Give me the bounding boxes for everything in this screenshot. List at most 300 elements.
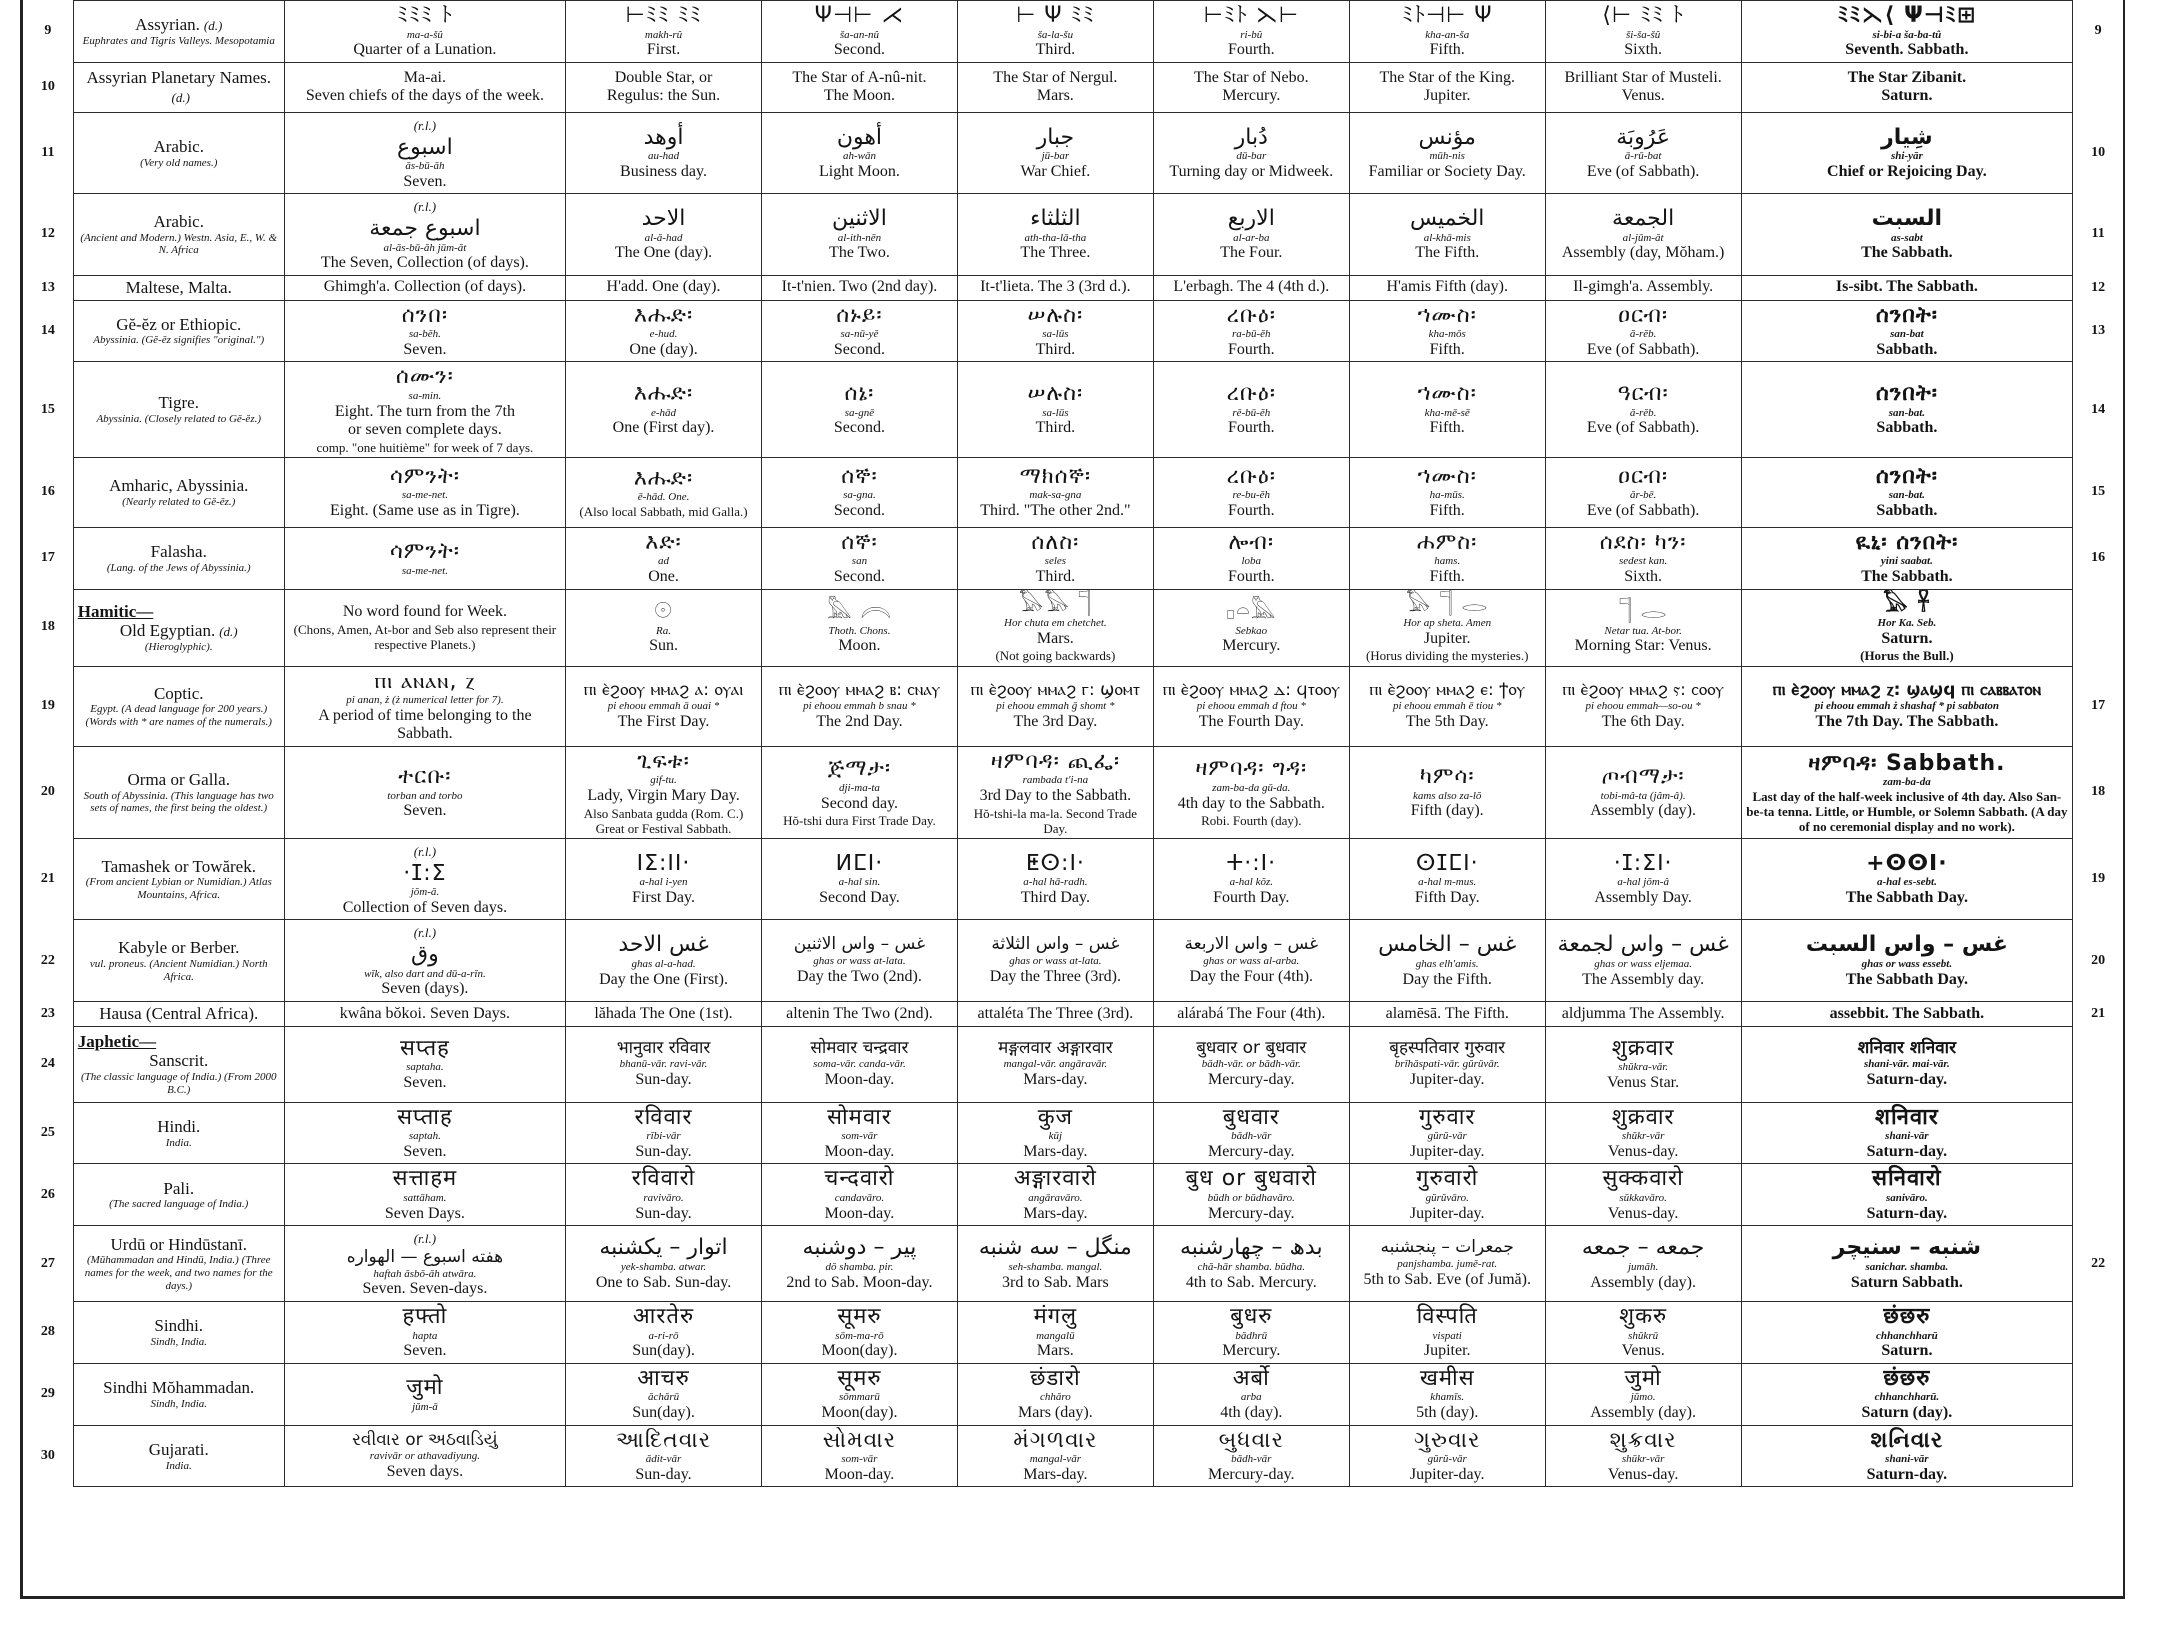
native-script: शनिवार शनिवार bbox=[1857, 1037, 1957, 1058]
meaning: Jupiter-day. bbox=[1409, 1204, 1485, 1222]
meaning: Venus. bbox=[1621, 1342, 1665, 1360]
language-note: Sindh, India. bbox=[150, 1397, 207, 1410]
right-number bbox=[2073, 1363, 2123, 1425]
transliteration: sa-gnē bbox=[844, 406, 875, 419]
day-cell-3 bbox=[957, 527, 1153, 589]
table-row bbox=[23, 1026, 2123, 1102]
native-script: बुधरु bbox=[1230, 1304, 1273, 1330]
native-script: ኀሙስ፡ bbox=[1417, 302, 1477, 328]
meaning: Venus-day. bbox=[1607, 1142, 1679, 1160]
language-name: Urdū or Hindūstanī. bbox=[110, 1234, 247, 1254]
sabbath-cell bbox=[1741, 1001, 2073, 1026]
meaning: The First Day. bbox=[617, 713, 710, 731]
native-script: 𓊪𓏏𓅓 bbox=[1226, 599, 1277, 625]
transliteration: as-sabt bbox=[1890, 231, 1923, 244]
native-script: غس – واس لجمعة bbox=[1557, 932, 1729, 958]
meaning: Third. bbox=[1035, 41, 1076, 59]
day-cell-6 bbox=[1545, 300, 1741, 362]
native-script: आचरु bbox=[637, 1365, 690, 1391]
transliteration: re-bu-ĕh bbox=[1232, 489, 1271, 502]
native-script: बुध or बुधवारो bbox=[1185, 1166, 1317, 1192]
day-cell-1 bbox=[566, 457, 762, 527]
native-script: ⵏⵉ:ⵏⵏ· bbox=[636, 850, 691, 876]
transliteration: ghas al-a-had. bbox=[631, 957, 696, 970]
native-script: ሰሙን፡ bbox=[395, 364, 454, 390]
meaning: The Seven, Collection (of days). bbox=[320, 254, 529, 272]
sabbath-cell bbox=[1741, 1, 2073, 63]
language-name: Maltese, Malta. bbox=[125, 277, 232, 297]
week-cell bbox=[284, 1302, 565, 1364]
native-script: जुमो bbox=[1624, 1365, 1662, 1391]
week-cell bbox=[284, 362, 565, 457]
week-cell bbox=[284, 62, 565, 112]
right-number: 11 bbox=[2073, 194, 2123, 276]
day-cell-3 bbox=[957, 300, 1153, 362]
meaning: Fourth. bbox=[1227, 419, 1275, 437]
row-number: 9 bbox=[44, 23, 52, 39]
transliteration: bădhrū bbox=[1235, 1329, 1268, 1342]
day-cell-4 bbox=[1153, 746, 1349, 838]
transliteration: a-hal m-mus. bbox=[1418, 876, 1477, 889]
transliteration: Thoth. Chons. bbox=[828, 624, 891, 637]
row-number: 30 bbox=[40, 1447, 55, 1463]
meaning-line-2: The Moon. bbox=[823, 87, 895, 105]
transliteration: bădh-vār bbox=[1231, 1453, 1272, 1466]
meaning: Sun-day. bbox=[635, 1204, 692, 1222]
meaning: The Assembly day. bbox=[1582, 970, 1705, 988]
meaning: Third Day. bbox=[1020, 889, 1090, 906]
meaning: The 7th Day. The Sabbath. bbox=[1815, 713, 1999, 731]
native-script: الاحد bbox=[641, 206, 686, 232]
language-name: Hindi. bbox=[157, 1116, 201, 1136]
week-cell bbox=[284, 1164, 565, 1226]
native-script: ሠሉስ፡ bbox=[1027, 302, 1084, 328]
transliteration: gŭrŭ-vār bbox=[1427, 1453, 1467, 1466]
meaning: Second. bbox=[833, 502, 885, 520]
meaning: Seven. bbox=[403, 1074, 447, 1092]
transliteration: yek-shamba. atwar. bbox=[620, 1260, 707, 1273]
table-row bbox=[23, 1363, 2123, 1425]
right-number bbox=[2073, 1026, 2123, 1102]
right-number bbox=[2073, 1425, 2123, 1487]
day-cell-4 bbox=[1153, 194, 1349, 276]
day-cell-1 bbox=[566, 666, 762, 746]
transliteration: Ra. bbox=[656, 624, 672, 637]
language-name: Assyrian Planetary Names. bbox=[86, 67, 272, 87]
transliteration: ă-rĕb. bbox=[1629, 406, 1657, 419]
native-script: ⲡⲓ ⲉ̀ϩⲟⲟⲩ ⲙⲙⲁϩ ⲃ: ⲥⲛⲁⲩ bbox=[778, 679, 941, 700]
day-cell-5 bbox=[1349, 1425, 1545, 1487]
meaning: The Four. bbox=[1220, 244, 1283, 262]
row-number: 23 bbox=[40, 1005, 55, 1021]
native-script: عَرُوبَة bbox=[1616, 124, 1671, 150]
language-name: Kabyle or Berber. bbox=[118, 938, 240, 958]
transliteration: al-ă-had bbox=[644, 231, 683, 244]
native-script: गुरुवारो bbox=[1416, 1166, 1479, 1192]
day-cell-1 bbox=[566, 1226, 762, 1302]
native-script: ኀሙስ፡ bbox=[1417, 381, 1477, 407]
transliteration: sanivāro. bbox=[1885, 1191, 1928, 1204]
right-number: 10 bbox=[2073, 112, 2123, 194]
transliteration: san bbox=[851, 555, 868, 568]
meaning: Mars-day. bbox=[1023, 1465, 1088, 1483]
day-cell-6 bbox=[1545, 62, 1741, 112]
native-script: ሰንበ፡ bbox=[401, 302, 449, 328]
native-script: ዛምባዳ፡ ጪፌ፡ bbox=[990, 748, 1121, 774]
meaning: Eve (of Sabbath). bbox=[1586, 419, 1700, 437]
native-script: ረቡዕ፡ bbox=[1226, 381, 1276, 407]
native-script: ዐርብ፡ bbox=[1618, 302, 1669, 328]
meaning: assebbit. The Sabbath. bbox=[1829, 1004, 1985, 1022]
day-cell-2 bbox=[761, 1164, 957, 1226]
native-script: ⲡⲓ ⲉ̀ϩⲟⲟⲩ ⲙⲙⲁϩ ⲅ: ϣⲟⲙⲧ bbox=[970, 679, 1141, 700]
language-note: (Ancient and Modern.) Westn. Asia, E., W. & N. Africa bbox=[80, 231, 278, 257]
language-name: Sindhi Mŏhammadan. bbox=[103, 1378, 255, 1397]
language-name: Falasha. bbox=[150, 542, 207, 562]
day-cell-4 bbox=[1153, 1102, 1349, 1164]
language-note: (The sacred language of India.) bbox=[109, 1198, 249, 1211]
day-cell-6 bbox=[1545, 920, 1741, 1002]
language-cell bbox=[73, 1226, 284, 1302]
transliteration: shani-vār bbox=[1885, 1130, 1929, 1143]
language-cell bbox=[73, 1026, 284, 1102]
transliteration: torban and torbo bbox=[387, 789, 463, 802]
dead-tag: (d.) bbox=[219, 624, 238, 640]
native-script: छंछरु bbox=[1883, 1365, 1931, 1391]
native-script: સોમવાર bbox=[822, 1427, 897, 1453]
sabbath-cell bbox=[1741, 362, 2073, 457]
language-name: Orma or Galla. bbox=[127, 769, 230, 789]
meaning: Mars-day. bbox=[1023, 1142, 1088, 1160]
day-cell-6 bbox=[1545, 1363, 1741, 1425]
right-number bbox=[2073, 62, 2123, 112]
day-cell-1 bbox=[566, 1363, 762, 1425]
transliteration: pi ehoou emmah ż shashaf * pi sabbaton bbox=[1814, 700, 2000, 713]
transliteration: ăr-bē. bbox=[1629, 489, 1657, 502]
meaning: 4th (day). bbox=[1220, 1404, 1283, 1422]
transliteration: soma-vār. canda-vār. bbox=[813, 1058, 906, 1071]
native-script: پير – دوشنبه bbox=[802, 1235, 917, 1261]
transliteration: chă-hār shamba. bŭdha. bbox=[1197, 1260, 1306, 1273]
day-cell-1 bbox=[566, 1102, 762, 1164]
day-cell-1 bbox=[566, 527, 762, 589]
day-cell-6 bbox=[1545, 1164, 1741, 1226]
native-script: ሰኔ፡ bbox=[844, 381, 875, 407]
native-script: रविवारो bbox=[631, 1166, 696, 1192]
day-cell-1 bbox=[566, 838, 762, 920]
transliteration: Netar tua. At-bor. bbox=[1604, 624, 1682, 637]
meaning: Fifth. bbox=[1429, 340, 1465, 358]
transliteration: chhanchharū bbox=[1876, 1329, 1938, 1342]
language-note: Euphrates and Tigris Valleys. Mesopotamia bbox=[82, 34, 275, 47]
sabbath-cell bbox=[1741, 1302, 2073, 1364]
meaning: The Three. bbox=[1020, 244, 1091, 262]
native-script: सोमवार bbox=[827, 1104, 892, 1130]
small-note: (Not going backwards) bbox=[995, 648, 1116, 664]
day-cell-5 bbox=[1349, 1, 1545, 63]
transliteration: jŭmo. bbox=[1630, 1391, 1656, 1404]
transliteration: hapta bbox=[412, 1329, 438, 1342]
day-cell-3 bbox=[957, 1363, 1153, 1425]
meaning: aldjumma The Assembly. bbox=[1561, 1004, 1725, 1022]
meaning: The One (day). bbox=[614, 244, 713, 262]
meaning: Eve (of Sabbath). bbox=[1586, 162, 1700, 180]
native-script: اسبوع جمعة bbox=[369, 216, 481, 242]
native-script: ጊፍቱ፡ bbox=[637, 748, 690, 774]
language-name: Gujarati. bbox=[148, 1439, 209, 1459]
meaning: Sun. bbox=[649, 637, 678, 655]
day-cell-4 bbox=[1153, 362, 1349, 457]
meaning: Eve (of Sabbath). bbox=[1586, 502, 1700, 520]
day-cell-2 bbox=[761, 300, 957, 362]
transliteration: sanichar. shamba. bbox=[1865, 1260, 1949, 1273]
day-cell-3 bbox=[957, 1, 1153, 63]
meaning: Day the Three (3rd). bbox=[989, 967, 1121, 985]
transliteration: makh-rû bbox=[644, 28, 683, 41]
row-number: 19 bbox=[40, 698, 55, 714]
meaning: Mercury. bbox=[1222, 637, 1281, 655]
meaning: Seven. bbox=[403, 172, 447, 190]
day-cell-6 bbox=[1545, 194, 1741, 276]
transliteration: mūh-nis bbox=[1429, 150, 1465, 163]
day-cell-2 bbox=[761, 1001, 957, 1026]
sabbath-cell bbox=[1741, 1226, 2073, 1302]
transliteration: som-vār bbox=[841, 1130, 878, 1143]
language-cell bbox=[73, 838, 284, 920]
day-cell-3 bbox=[957, 589, 1153, 666]
sabbath-cell bbox=[1741, 666, 2073, 746]
transliteration: al-ith-nēn bbox=[837, 231, 882, 244]
native-script: الثلثاء bbox=[1030, 206, 1081, 232]
meaning: Seven Days. bbox=[384, 1204, 465, 1222]
transliteration: haftah ăsbŏ-ăh atwāra. bbox=[373, 1267, 477, 1280]
language-note: Abyssinia. (Closely related to Gĕ-ĕz.) bbox=[96, 413, 262, 426]
native-script: السبت bbox=[1871, 206, 1943, 232]
transliteration: shi-yār bbox=[1890, 150, 1923, 163]
transliteration: sōm-ma-rō bbox=[835, 1329, 884, 1342]
day-cell-3 bbox=[957, 194, 1153, 276]
native-script: ዐርብ፡ bbox=[1618, 463, 1669, 489]
day-cell-5 bbox=[1349, 275, 1545, 300]
native-script: غس – واس السبت bbox=[1805, 932, 2008, 958]
native-script: ·ⵊ:ⵉⵏ· bbox=[1613, 850, 1673, 876]
language-name: Sindhi. bbox=[154, 1316, 204, 1336]
day-cell-1 bbox=[566, 746, 762, 838]
sabbath-cell bbox=[1741, 746, 2073, 838]
native-script: मंगलु bbox=[1033, 1304, 1078, 1330]
native-script: ረቡዕ፡ bbox=[1226, 302, 1276, 328]
day-cell-3 bbox=[957, 362, 1153, 457]
meaning: Chief or Rejoicing Day. bbox=[1827, 162, 1987, 180]
day-cell-2 bbox=[761, 838, 957, 920]
meaning: Seven days. bbox=[386, 1463, 464, 1480]
day-cell-4 bbox=[1153, 589, 1349, 666]
table-row bbox=[23, 1102, 2123, 1164]
meaning: One to Sab. Sun-day. bbox=[595, 1273, 732, 1291]
day-cell-3 bbox=[957, 1226, 1153, 1302]
row-number: 28 bbox=[40, 1324, 55, 1340]
week-cell bbox=[284, 838, 565, 920]
native-script: મંગળવાર bbox=[1013, 1427, 1098, 1453]
native-script: أهون bbox=[836, 124, 883, 150]
native-script: ·ⵊ:ⵉ bbox=[403, 860, 447, 886]
meaning: Day the Fifth. bbox=[1402, 970, 1492, 988]
day-cell-3 bbox=[957, 666, 1153, 746]
transliteration: sŭkkavāro. bbox=[1619, 1191, 1667, 1204]
meaning: Saturn-day. bbox=[1866, 1204, 1948, 1222]
meaning: Fifth. bbox=[1429, 419, 1465, 437]
day-cell-1 bbox=[566, 1302, 762, 1364]
day-cell-5 bbox=[1349, 838, 1545, 920]
transliteration: kha-an-ša bbox=[1425, 28, 1470, 41]
native-script: بدھ – چهارشنبه bbox=[1179, 1235, 1323, 1261]
meaning: Mercury. bbox=[1222, 1342, 1281, 1360]
day-cell-3 bbox=[957, 62, 1153, 112]
meaning: Saturn. bbox=[1881, 629, 1933, 647]
native-script: الخميس bbox=[1410, 206, 1485, 232]
meaning: H'amis Fifth (day). bbox=[1386, 278, 1508, 296]
row-number: 21 bbox=[40, 871, 55, 887]
day-cell-4 bbox=[1153, 666, 1349, 746]
day-cell-1 bbox=[566, 112, 762, 194]
native-script: चन्दवारो bbox=[824, 1166, 895, 1192]
meaning: Light Moon. bbox=[819, 162, 900, 180]
week-cell bbox=[284, 920, 565, 1002]
sabbath-cell bbox=[1741, 1102, 2073, 1164]
meaning: Jupiter. bbox=[1423, 1342, 1471, 1360]
native-script: ዛምባዳ፡ Sabbath. bbox=[1808, 750, 2006, 776]
week-cell bbox=[284, 300, 565, 362]
day-cell-2 bbox=[761, 1226, 957, 1302]
native-script: शुक्रवार bbox=[1611, 1104, 1675, 1130]
meaning: First. bbox=[646, 41, 681, 59]
transliteration: ghas or wass eljemaa. bbox=[1594, 957, 1693, 970]
right-number: 13 bbox=[2073, 300, 2123, 362]
right-number: 14 bbox=[2073, 362, 2123, 457]
transliteration: shŭkra-vār. bbox=[1618, 1061, 1669, 1074]
native-script: शनिवार bbox=[1874, 1104, 1939, 1130]
meaning: alamēsā. The Fifth. bbox=[1385, 1004, 1509, 1022]
native-script: मङ्गलवार अङ्गारवार bbox=[998, 1037, 1113, 1058]
native-script: 𓇳 bbox=[654, 599, 673, 625]
native-script: الجمعة bbox=[1612, 206, 1675, 232]
meaning: alárabá The Four (4th). bbox=[1177, 1004, 1326, 1022]
native-script: اتوار – يكشنبه bbox=[599, 1235, 728, 1261]
meaning: Sun-day. bbox=[635, 1142, 692, 1160]
day-cell-3 bbox=[957, 746, 1153, 838]
day-cell-4 bbox=[1153, 1001, 1349, 1026]
transliteration: ri-bû bbox=[1240, 28, 1263, 41]
meaning: Sixth. bbox=[1624, 568, 1663, 586]
day-cell-6 bbox=[1545, 746, 1741, 838]
meaning: Familiar or Society Day. bbox=[1368, 162, 1526, 180]
direction-note: (r.l.) bbox=[413, 843, 437, 859]
day-cell-6 bbox=[1545, 527, 1741, 589]
day-cell-1 bbox=[566, 1425, 762, 1487]
sabbath-cell bbox=[1741, 194, 2073, 276]
sabbath-cell bbox=[1741, 1164, 2073, 1226]
native-script: भानुवार रविवार bbox=[616, 1037, 711, 1058]
day-cell-2 bbox=[761, 1425, 957, 1487]
transliteration: a-hal sin. bbox=[838, 876, 881, 889]
meaning: Second. bbox=[833, 568, 885, 586]
day-cell-2 bbox=[761, 112, 957, 194]
meaning: The Sabbath. bbox=[1861, 568, 1953, 586]
day-cell-2 bbox=[761, 527, 957, 589]
language-name: Arabic. bbox=[153, 136, 204, 156]
native-script: रविवार bbox=[634, 1104, 693, 1130]
transliteration: mangal-vār. angāravār. bbox=[1003, 1058, 1108, 1071]
meaning: The 2nd Day. bbox=[816, 713, 903, 731]
day-cell-4 bbox=[1153, 527, 1349, 589]
meaning: The Fourth Day. bbox=[1198, 713, 1304, 731]
meaning: Second. bbox=[833, 340, 885, 358]
transliteration: mangal-vār bbox=[1029, 1453, 1082, 1466]
day-cell-4 bbox=[1153, 275, 1349, 300]
native-script: 𓅃 𓊹 𓂋 bbox=[1406, 591, 1489, 617]
meaning: Mars-day. bbox=[1023, 1071, 1088, 1089]
language-note: India. bbox=[165, 1136, 192, 1149]
transliteration: brĭhăspati-vār. gŭrŭvār. bbox=[1394, 1058, 1500, 1071]
meaning: Seven. bbox=[403, 340, 447, 358]
transliteration: dji-ma-ta bbox=[838, 781, 880, 794]
language-cell bbox=[73, 920, 284, 1002]
small-note: Robi. Fourth (day). bbox=[1201, 813, 1302, 829]
row-number: 11 bbox=[41, 144, 55, 160]
meaning: 5th (day). bbox=[1416, 1404, 1479, 1422]
native-script: ⊢ﾐﾐ ﾐﾐ bbox=[625, 3, 702, 28]
meaning: Brilliant Star of Musteli. bbox=[1564, 68, 1722, 86]
meaning: Assembly (day, Mŏham.) bbox=[1561, 244, 1725, 262]
meaning: Seven. bbox=[403, 802, 447, 820]
transliteration: rambada t'i-na bbox=[1022, 774, 1089, 787]
transliteration: mangalū bbox=[1036, 1329, 1075, 1342]
transliteration: e-hād bbox=[651, 406, 677, 419]
meaning: Moon-day. bbox=[824, 1204, 895, 1222]
native-script: جمعه – جمعه bbox=[1581, 1235, 1705, 1261]
native-script: ዪኒ፡ ሰንበት፡ bbox=[1855, 529, 1959, 555]
native-script: الاربع bbox=[1227, 206, 1275, 232]
day-cell-5 bbox=[1349, 1226, 1545, 1302]
native-script: እሑድ፡ bbox=[633, 302, 694, 328]
native-script: ⲡⲓ ⲉ̀ϩⲟⲟⲩ ⲙⲙⲁϩ ⲋ: ⲥⲟⲟⲩ bbox=[1562, 679, 1724, 700]
section-heading: Hamitic— bbox=[77, 601, 154, 621]
meaning: First Day. bbox=[632, 889, 695, 906]
week-cell bbox=[284, 1, 565, 63]
meaning: One (day). bbox=[629, 340, 698, 358]
meaning: 4th to Sab. Mercury. bbox=[1185, 1273, 1317, 1291]
native-script: غس – واس الاثنين bbox=[793, 934, 926, 955]
meaning-line-2: Venus. bbox=[1621, 87, 1665, 105]
day-cell-4 bbox=[1153, 920, 1349, 1002]
native-script: غس – الخامس bbox=[1378, 932, 1517, 958]
transliteration: ā-rū-bat bbox=[1624, 150, 1662, 163]
meaning: Fifth Day. bbox=[1414, 889, 1480, 906]
day-cell-4 bbox=[1153, 1302, 1349, 1364]
day-cell-6 bbox=[1545, 275, 1741, 300]
day-cell-3 bbox=[957, 1001, 1153, 1026]
day-cell-2 bbox=[761, 457, 957, 527]
meaning-line-2: Regulus: the Sun. bbox=[606, 87, 721, 105]
section-heading: Japhetic— bbox=[77, 1031, 157, 1051]
transliteration: sa-me-net. bbox=[401, 489, 448, 502]
meaning: 2nd to Sab. Moon-day. bbox=[786, 1273, 933, 1291]
native-script: غس – واس الاربعة bbox=[1184, 934, 1319, 955]
table-row bbox=[23, 1001, 2123, 1026]
language-name: Old Egyptian. bbox=[119, 621, 216, 641]
transliteration: ghas or wass at-lata. bbox=[1009, 954, 1102, 967]
native-script: وق bbox=[411, 942, 439, 968]
